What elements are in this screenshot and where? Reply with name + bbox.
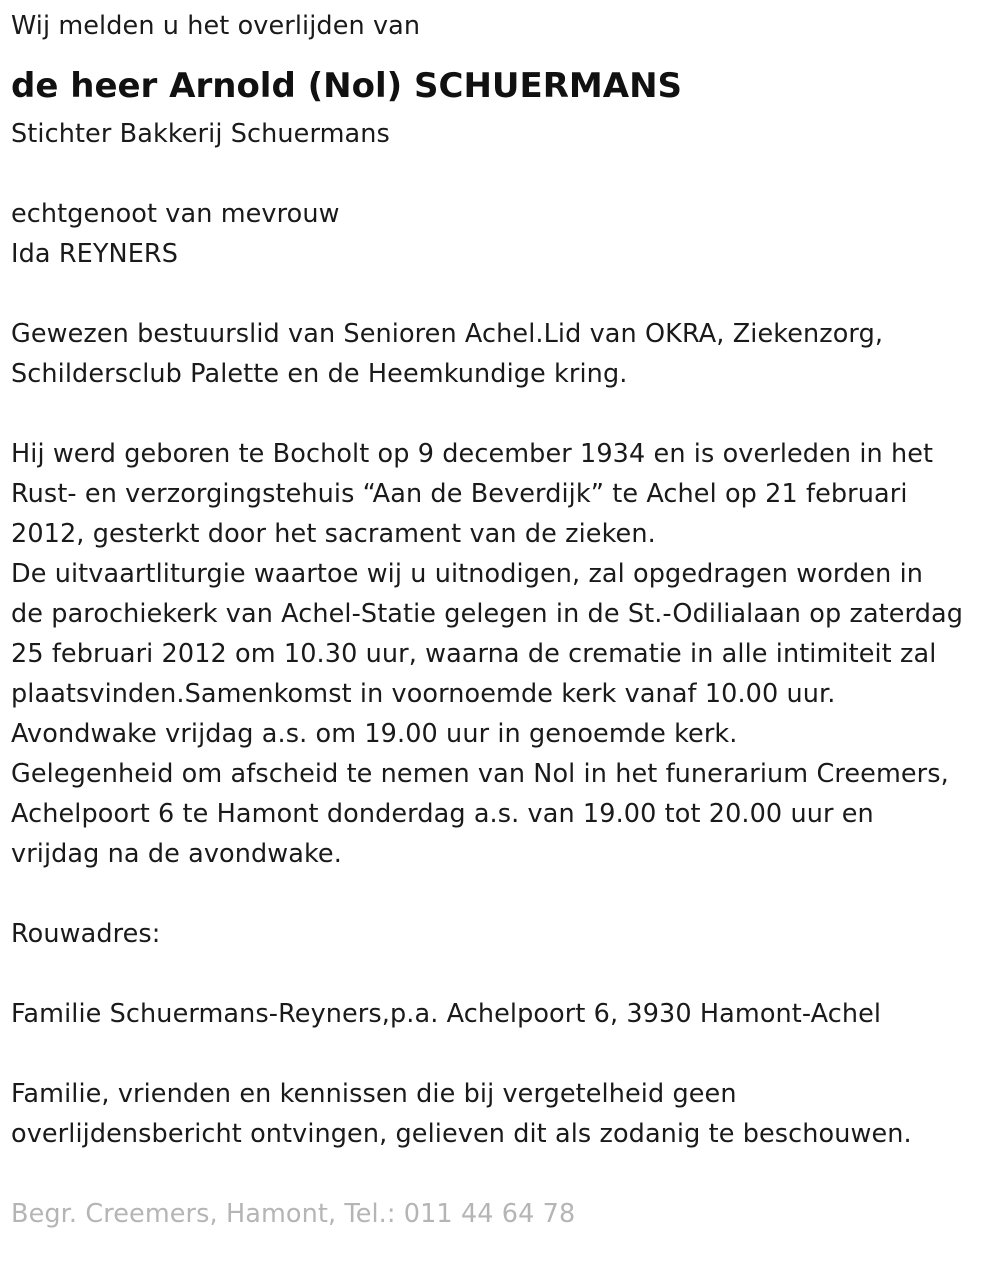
intro-text: Wij melden u het overlijden van [11,11,421,41]
mourning-address: Familie Schuermans-Reyners,p.a. Achelpoort 6, 3930 Hamont-Achel [11,999,882,1029]
details-line: de parochiekerk van Achel-Statie gelegen in de St.-Odilialaan op zaterdag [11,599,963,629]
details-line: Rust- en verzorgingstehuis “Aan de Beverdijk” te Achel op 21 februari [11,479,908,509]
details-line: De uitvaartliturgie waartoe wij u uitnodigen, zal opgedragen worden in [11,559,924,589]
spacer [11,1034,996,1074]
spacer [11,954,996,994]
deceased-name: de heer Arnold (Nol) SCHUERMANS [11,66,683,106]
details-line: 2012, gesterkt door het sacrament van de zieken. [11,519,656,549]
spacer [11,1154,996,1194]
details-line: plaatsvinden.Samenkomst in voornoemde kerk vanaf 10.00 uur. [11,679,836,709]
deceased-subtitle: Stichter Bakkerij Schuermans [11,119,390,149]
memberships-line: Gewezen bestuurslid van Senioren Achel.Lid van OKRA, Ziekenzorg, [11,319,884,349]
spacer [11,154,996,194]
closing-line: Familie, vrienden en kennissen die bij vergetelheid geen [11,1079,737,1109]
spacer [11,874,996,914]
memberships-line: Schildersclub Palette en de Heemkundige kring. [11,359,628,389]
details-line: Gelegenheid om afscheid te nemen van Nol in het funerarium Creemers, [11,759,949,789]
address-label: Rouwadres: [11,919,161,949]
memberships-paragraph [11,314,996,394]
obituary-notice [11,6,996,1234]
closing-paragraph [11,1074,996,1154]
spacer [11,274,996,314]
spouse-name: Ida REYNERS [11,239,179,269]
spouse-label: echtgenoot van mevrouw [11,199,340,229]
details-paragraph [11,434,996,874]
details-line: Achelpoort 6 te Hamont donderdag a.s. van 19.00 tot 20.00 uur en [11,799,874,829]
funeral-director-footer: Begr. Creemers, Hamont, Tel.: 011 44 64 78 [11,1199,576,1229]
details-line: vrijdag na de avondwake. [11,839,342,869]
closing-line: overlijdensbericht ontvingen, gelieven dit als zodanig te beschouwen. [11,1119,912,1149]
details-line: 25 februari 2012 om 10.30 uur, waarna de crematie in alle intimiteit zal [11,639,937,669]
details-line: Hij werd geboren te Bocholt op 9 december 1934 en is overleden in het [11,439,934,469]
spacer [11,394,996,434]
details-line: Avondwake vrijdag a.s. om 19.00 uur in genoemde kerk. [11,719,738,749]
